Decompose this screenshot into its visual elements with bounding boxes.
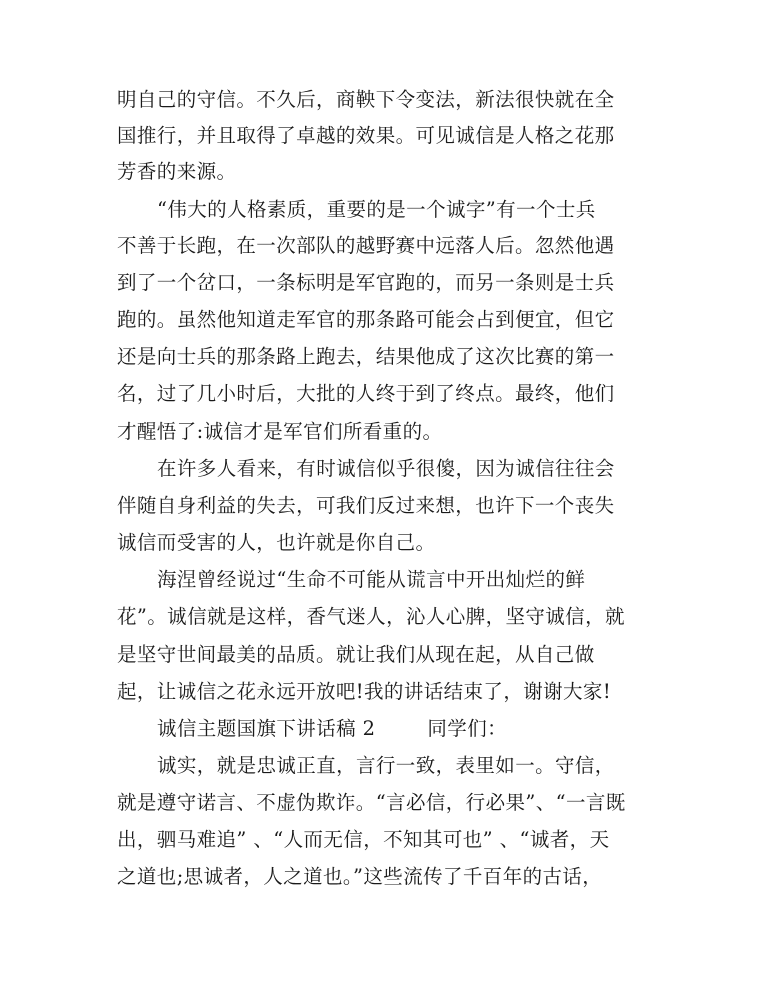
text-line: 出，驷马难追” 、“人而无信，不知其可也” 、“诚者，天 xyxy=(117,828,610,851)
text-line: 伴随自身利益的失去，可我们反过来想，也许下一个丧失 xyxy=(117,494,615,517)
text-line: 芳香的来源。 xyxy=(117,160,237,183)
text-line: 明自己的守信。不久后，商鞅下令变法，新法很快就在全 xyxy=(117,88,615,111)
text-line: 国推行，并且取得了卓越的效果。可见诚信是人格之花那 xyxy=(117,124,615,147)
text-line: 到了一个岔口，一条标明是军官跑的，而另一条则是士兵 xyxy=(117,271,615,294)
salutation: 同学们： xyxy=(427,717,508,740)
text-line: 名，过了几小时后，大批的人终于到了终点。最终，他们 xyxy=(117,382,615,405)
paragraph-start-line: “伟大的人格素质，重要的是一个诚字”有一个士兵 xyxy=(157,198,596,221)
text-line: 不善于长跑，在一次部队的越野赛中远落人后。忽然他遇 xyxy=(117,234,615,257)
text-line: 之道也;思诚者，人之道也。”这些流传了千百年的古话， xyxy=(117,865,603,888)
paragraph-start-line: 海涅曾经说过“生命不可能从谎言中开出灿烂的鲜 xyxy=(157,568,586,591)
text-line: 才醒悟了:诚信才是军官们所看重的。 xyxy=(117,420,443,443)
text-line: 跑的。虽然他知道走军官的那条路可能会占到便宜，但它 xyxy=(117,308,615,331)
text-line: 还是向士兵的那条路上跑去，结果他成了这次比赛的第一 xyxy=(117,345,615,368)
section-heading-line xyxy=(157,716,507,742)
paragraph-start-line: 诚实，就是忠诚正直，言行一致，表里如一。守信， xyxy=(157,754,615,777)
text-line: 诚信而受害的人，也许就是你自己。 xyxy=(117,531,436,554)
text-line: 起，让诚信之花永远开放吧!我的讲话结束了，谢谢大家! xyxy=(117,680,612,703)
text-line: 是坚守世间最美的品质。就让我们从现在起，从自己做 xyxy=(117,643,595,666)
paragraph-start-line: 在许多人看来，有时诚信似乎很傻，因为诚信往往会 xyxy=(157,457,615,480)
section-title: 诚信主题国旗下讲话稿 2 xyxy=(157,717,376,740)
text-line: 花”。诚信就是这样，香气迷人，沁人心脾，坚守诚信，就 xyxy=(117,605,625,628)
text-line: 就是遵守诺言、不虚伪欺诈。“言必信，行必果”、“一言既 xyxy=(117,791,626,814)
